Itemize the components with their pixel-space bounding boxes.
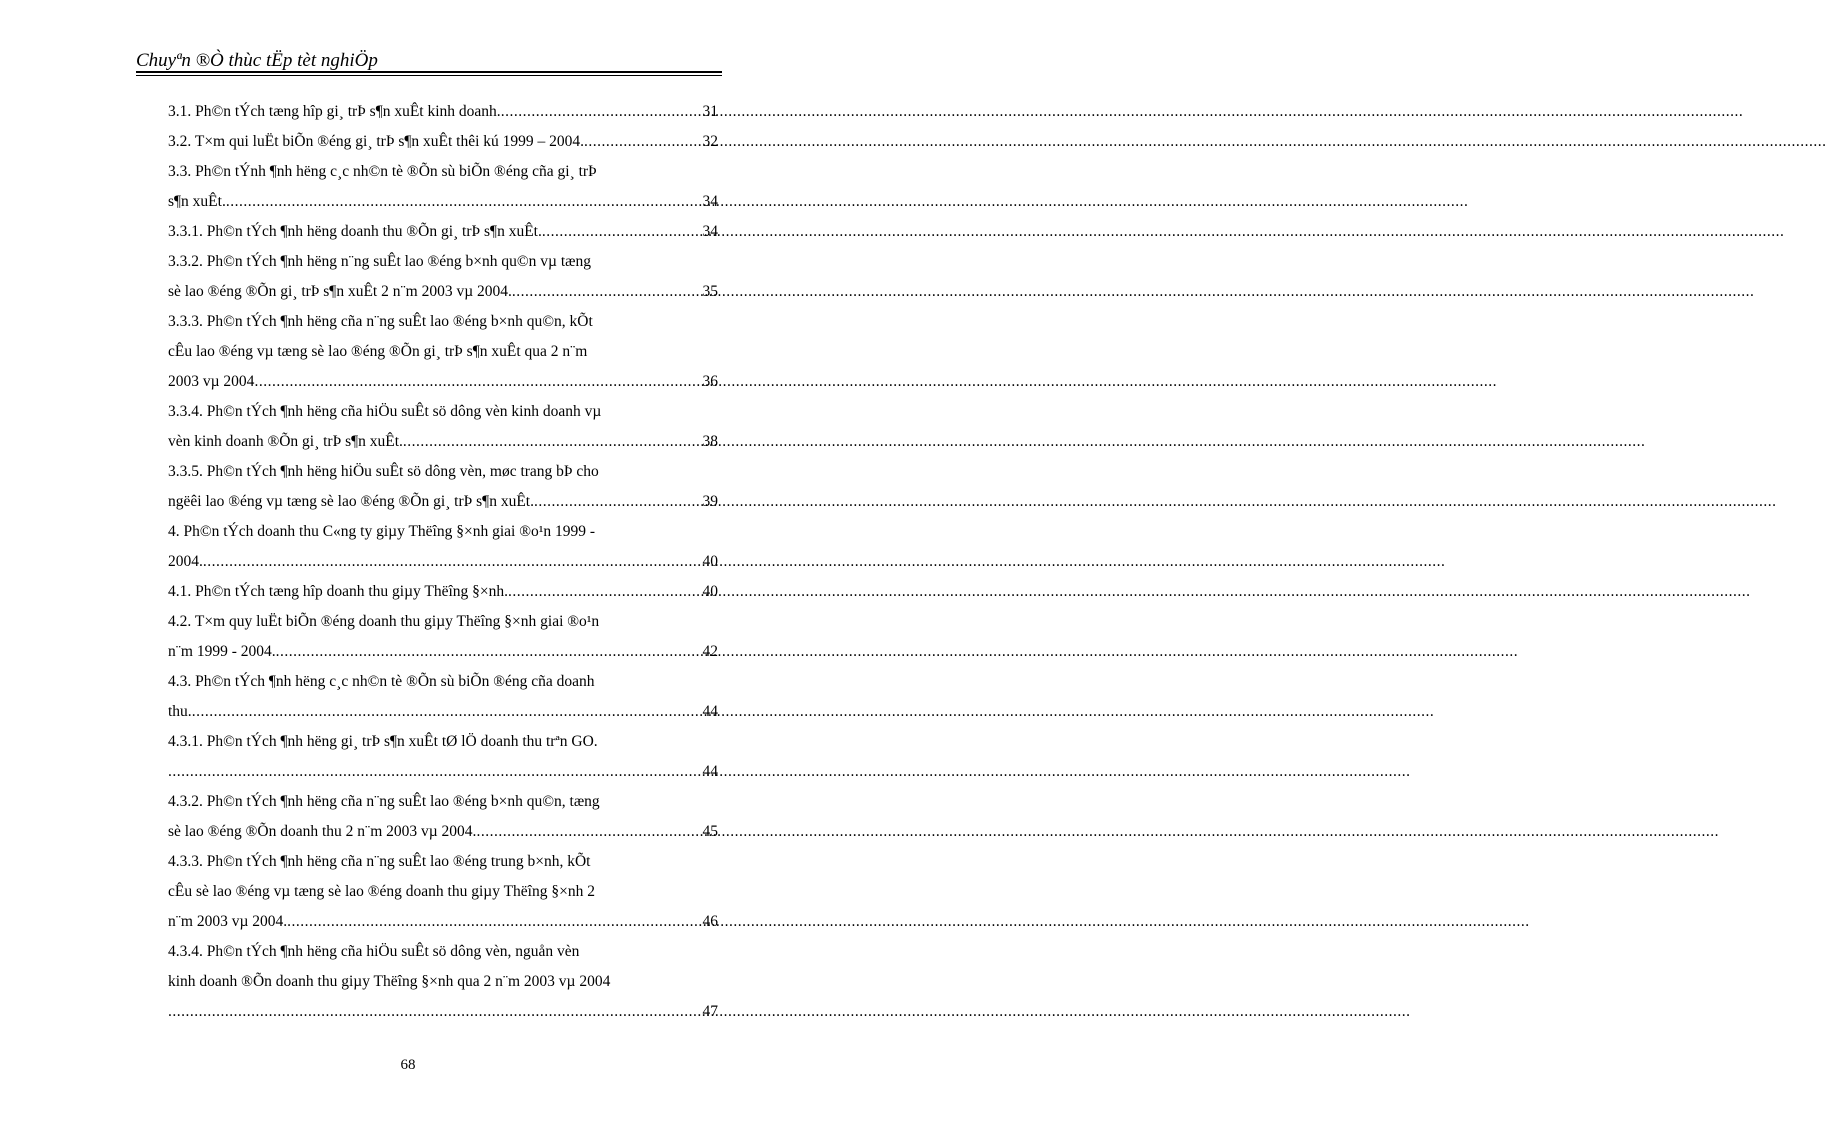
toc-leader-dots [542, 217, 702, 247]
toc-leader-dots [584, 127, 701, 157]
table-of-contents [168, 97, 718, 1027]
toc-entry-text: 4.3. Ph©n tÝch ¶nh hëng c¸c nh©n tè ®Õn sù biÕn ®éng cña doanh [168, 673, 595, 690]
header-rule-thick [136, 71, 722, 73]
toc-page-number: 47 [702, 1003, 718, 1020]
toc-entry-text: ngëêi lao ®éng vµ tæng sè lao ®éng ®Õn gi¸ trÞ s¶n xuÊt. [168, 493, 534, 510]
toc-leader-dots [508, 577, 701, 607]
toc-entry-text: 4. Ph©n tÝch doanh thu C«ng ty giµy Thëîng §×nh giai ®o¹n 1999 - [168, 523, 596, 540]
toc-entry-text: kinh doanh ®Õn doanh thu giµy Thëîng §×nh qua 2 n¨m 2003 vµ 2004 [168, 973, 611, 990]
toc-entry [168, 877, 718, 907]
toc-page-number: 34 [702, 193, 718, 210]
toc-leader-dots [476, 817, 701, 847]
toc-entry-text: 4.3.4. Ph©n tÝch ¶nh hëng cña hiÖu suÊt sö dông vèn, nguån vèn [168, 943, 580, 960]
toc-entry-text: 4.2. T×m quy luËt biÕn ®éng doanh thu giµy Thëîng §×nh giai ®o¹n [168, 613, 600, 630]
toc-page-number: 34 [702, 223, 718, 240]
toc-leader-dots [501, 97, 702, 127]
toc-page-number: 44 [702, 763, 718, 780]
toc-entry-text: vèn kinh doanh ®Õn gi¸ trÞ s¶n xuÊt. [168, 433, 403, 450]
toc-entry [168, 607, 718, 637]
toc-entry-text: 3.3.1. Ph©n tÝch ¶nh hëng doanh thu ®Õn gi¸ trÞ s¶n xuÊt. [168, 223, 542, 240]
toc-entry-text: thu. [168, 703, 192, 720]
toc-entry-text: n¨m 2003 vµ 2004. [168, 913, 288, 930]
toc-entry-text: 3.3.4. Ph©n tÝch ¶nh hëng cña hiÖu suÊt sö dông vèn kinh doanh vµ [168, 403, 602, 420]
toc-entry-text: 3.3.2. Ph©n tÝch ¶nh hëng n¨ng suÊt lao ®éng b×nh qu©n vµ tæng [168, 253, 591, 270]
toc-leader-dots [287, 907, 701, 937]
toc-entry-text: 3.3.3. Ph©n tÝch ¶nh hëng cña n¨ng suÊt lao ®éng b×nh qu©n, kÕt [168, 313, 593, 330]
toc-entry [168, 427, 718, 457]
toc-page-number: 32 [702, 133, 718, 150]
toc-entry [168, 97, 718, 127]
toc-entry [168, 277, 718, 307]
toc-entry-text: 3.1. Ph©n tÝch tæng hîp gi¸ trÞ s¶n xuÊt kinh doanh. [168, 103, 501, 120]
toc-entry-text: cÊu lao ®éng vµ tæng sè lao ®éng ®Õn gi¸ trÞ s¶n xuÊt qua 2 n¨m [168, 343, 588, 360]
toc-entry [168, 907, 718, 937]
toc-leader-dots [512, 277, 702, 307]
toc-entry-text: 2004. [168, 553, 203, 570]
toc-leader-dots [534, 487, 702, 517]
toc-page-number: 42 [702, 643, 718, 660]
toc-entry [168, 217, 718, 247]
header-rule-thin [136, 75, 722, 76]
toc-entry-text: n¨m 1999 - 2004. [168, 643, 276, 660]
toc-entry-text: 4.3.2. Ph©n tÝch ¶nh hëng cña n¨ng suÊt lao ®éng b×nh qu©n, tæng [168, 793, 600, 810]
toc-page-number: 40 [702, 553, 718, 570]
toc-leader-dots [403, 427, 702, 457]
toc-entry-text: 4.3.3. Ph©n tÝch ¶nh hëng cña n¨ng suÊt lao ®éng trung b×nh, kÕt [168, 853, 591, 870]
toc-entry-text: 4.3.1. Ph©n tÝch ¶nh hëng gi¸ trÞ s¶n xuÊt tØ lÖ doanh thu trªn GO. [168, 733, 598, 750]
toc-entry [168, 847, 718, 877]
toc-entry [168, 637, 718, 667]
toc-entry [168, 157, 718, 187]
toc-entry [168, 577, 718, 607]
toc-entry [168, 127, 718, 157]
toc-leader-dots [254, 367, 701, 397]
toc-page-number: 40 [702, 583, 718, 600]
toc-entry [168, 457, 718, 487]
running-header: Chuyªn ®Ò thùc tËp tèt nghiÖp [136, 50, 378, 71]
toc-entry [168, 667, 718, 697]
toc-page-number: 38 [702, 433, 718, 450]
toc-page-number: 31 [702, 103, 718, 120]
toc-entry [168, 337, 718, 367]
toc-entry [168, 397, 718, 427]
toc-page-number: 35 [702, 283, 718, 300]
toc-entry-text: 3.3. Ph©n tÝnh ¶nh hëng c¸c nh©n tè ®Õn sù biÕn ®éng cña gi¸ trÞ [168, 163, 597, 180]
toc-page-number: 39 [702, 493, 718, 510]
toc-entry-text: s¶n xuÊt. [168, 193, 226, 210]
toc-leader-dots [276, 637, 702, 667]
toc-entry [168, 967, 718, 997]
toc-leader-dots [168, 997, 702, 1027]
toc-entry [168, 187, 718, 217]
toc-entry [168, 367, 718, 397]
toc-entry [168, 547, 718, 577]
toc-entry-text: sè lao ®éng ®Õn doanh thu 2 n¨m 2003 vµ 2004. [168, 823, 477, 840]
page-number: 68 [400, 1057, 416, 1073]
toc-entry-text: sè lao ®éng ®Õn gi¸ trÞ s¶n xuÊt 2 n¨m 2003 vµ 2004. [168, 283, 512, 300]
toc-entry [168, 817, 718, 847]
toc-entry [168, 727, 718, 757]
toc-entry [168, 787, 718, 817]
toc-entry [168, 997, 718, 1027]
toc-entry [168, 487, 718, 517]
toc-entry [168, 247, 718, 277]
toc-leader-dots [192, 697, 702, 727]
toc-entry-text: 4.1. Ph©n tÝch tæng hîp doanh thu giµy Thëîng §×nh. [168, 583, 509, 600]
toc-page-number: 44 [702, 703, 718, 720]
toc-entry [168, 307, 718, 337]
toc-leader-dots [226, 187, 702, 217]
toc-entry-text: 2003 vµ 2004 [168, 373, 255, 390]
toc-page-number: 45 [702, 823, 718, 840]
toc-entry [168, 697, 718, 727]
toc-leader-dots [203, 547, 702, 577]
toc-entry [168, 757, 718, 787]
toc-entry [168, 517, 718, 547]
toc-page-number: 46 [702, 913, 718, 930]
toc-entry-text: 3.3.5. Ph©n tÝch ¶nh hëng hiÖu suÊt sö dông vèn, møc trang bÞ cho [168, 463, 599, 480]
toc-page-number: 36 [702, 373, 718, 390]
toc-entry-text: cÊu sè lao ®éng vµ tæng sè lao ®éng doanh thu giµy Thëîng §×nh 2 [168, 883, 595, 900]
toc-entry [168, 937, 718, 967]
toc-entry-text: 3.2. T×m qui luËt biÕn ®éng gi¸ trÞ s¶n xuÊt thêi kú 1999 – 2004. [168, 133, 585, 150]
toc-leader-dots [168, 757, 702, 787]
